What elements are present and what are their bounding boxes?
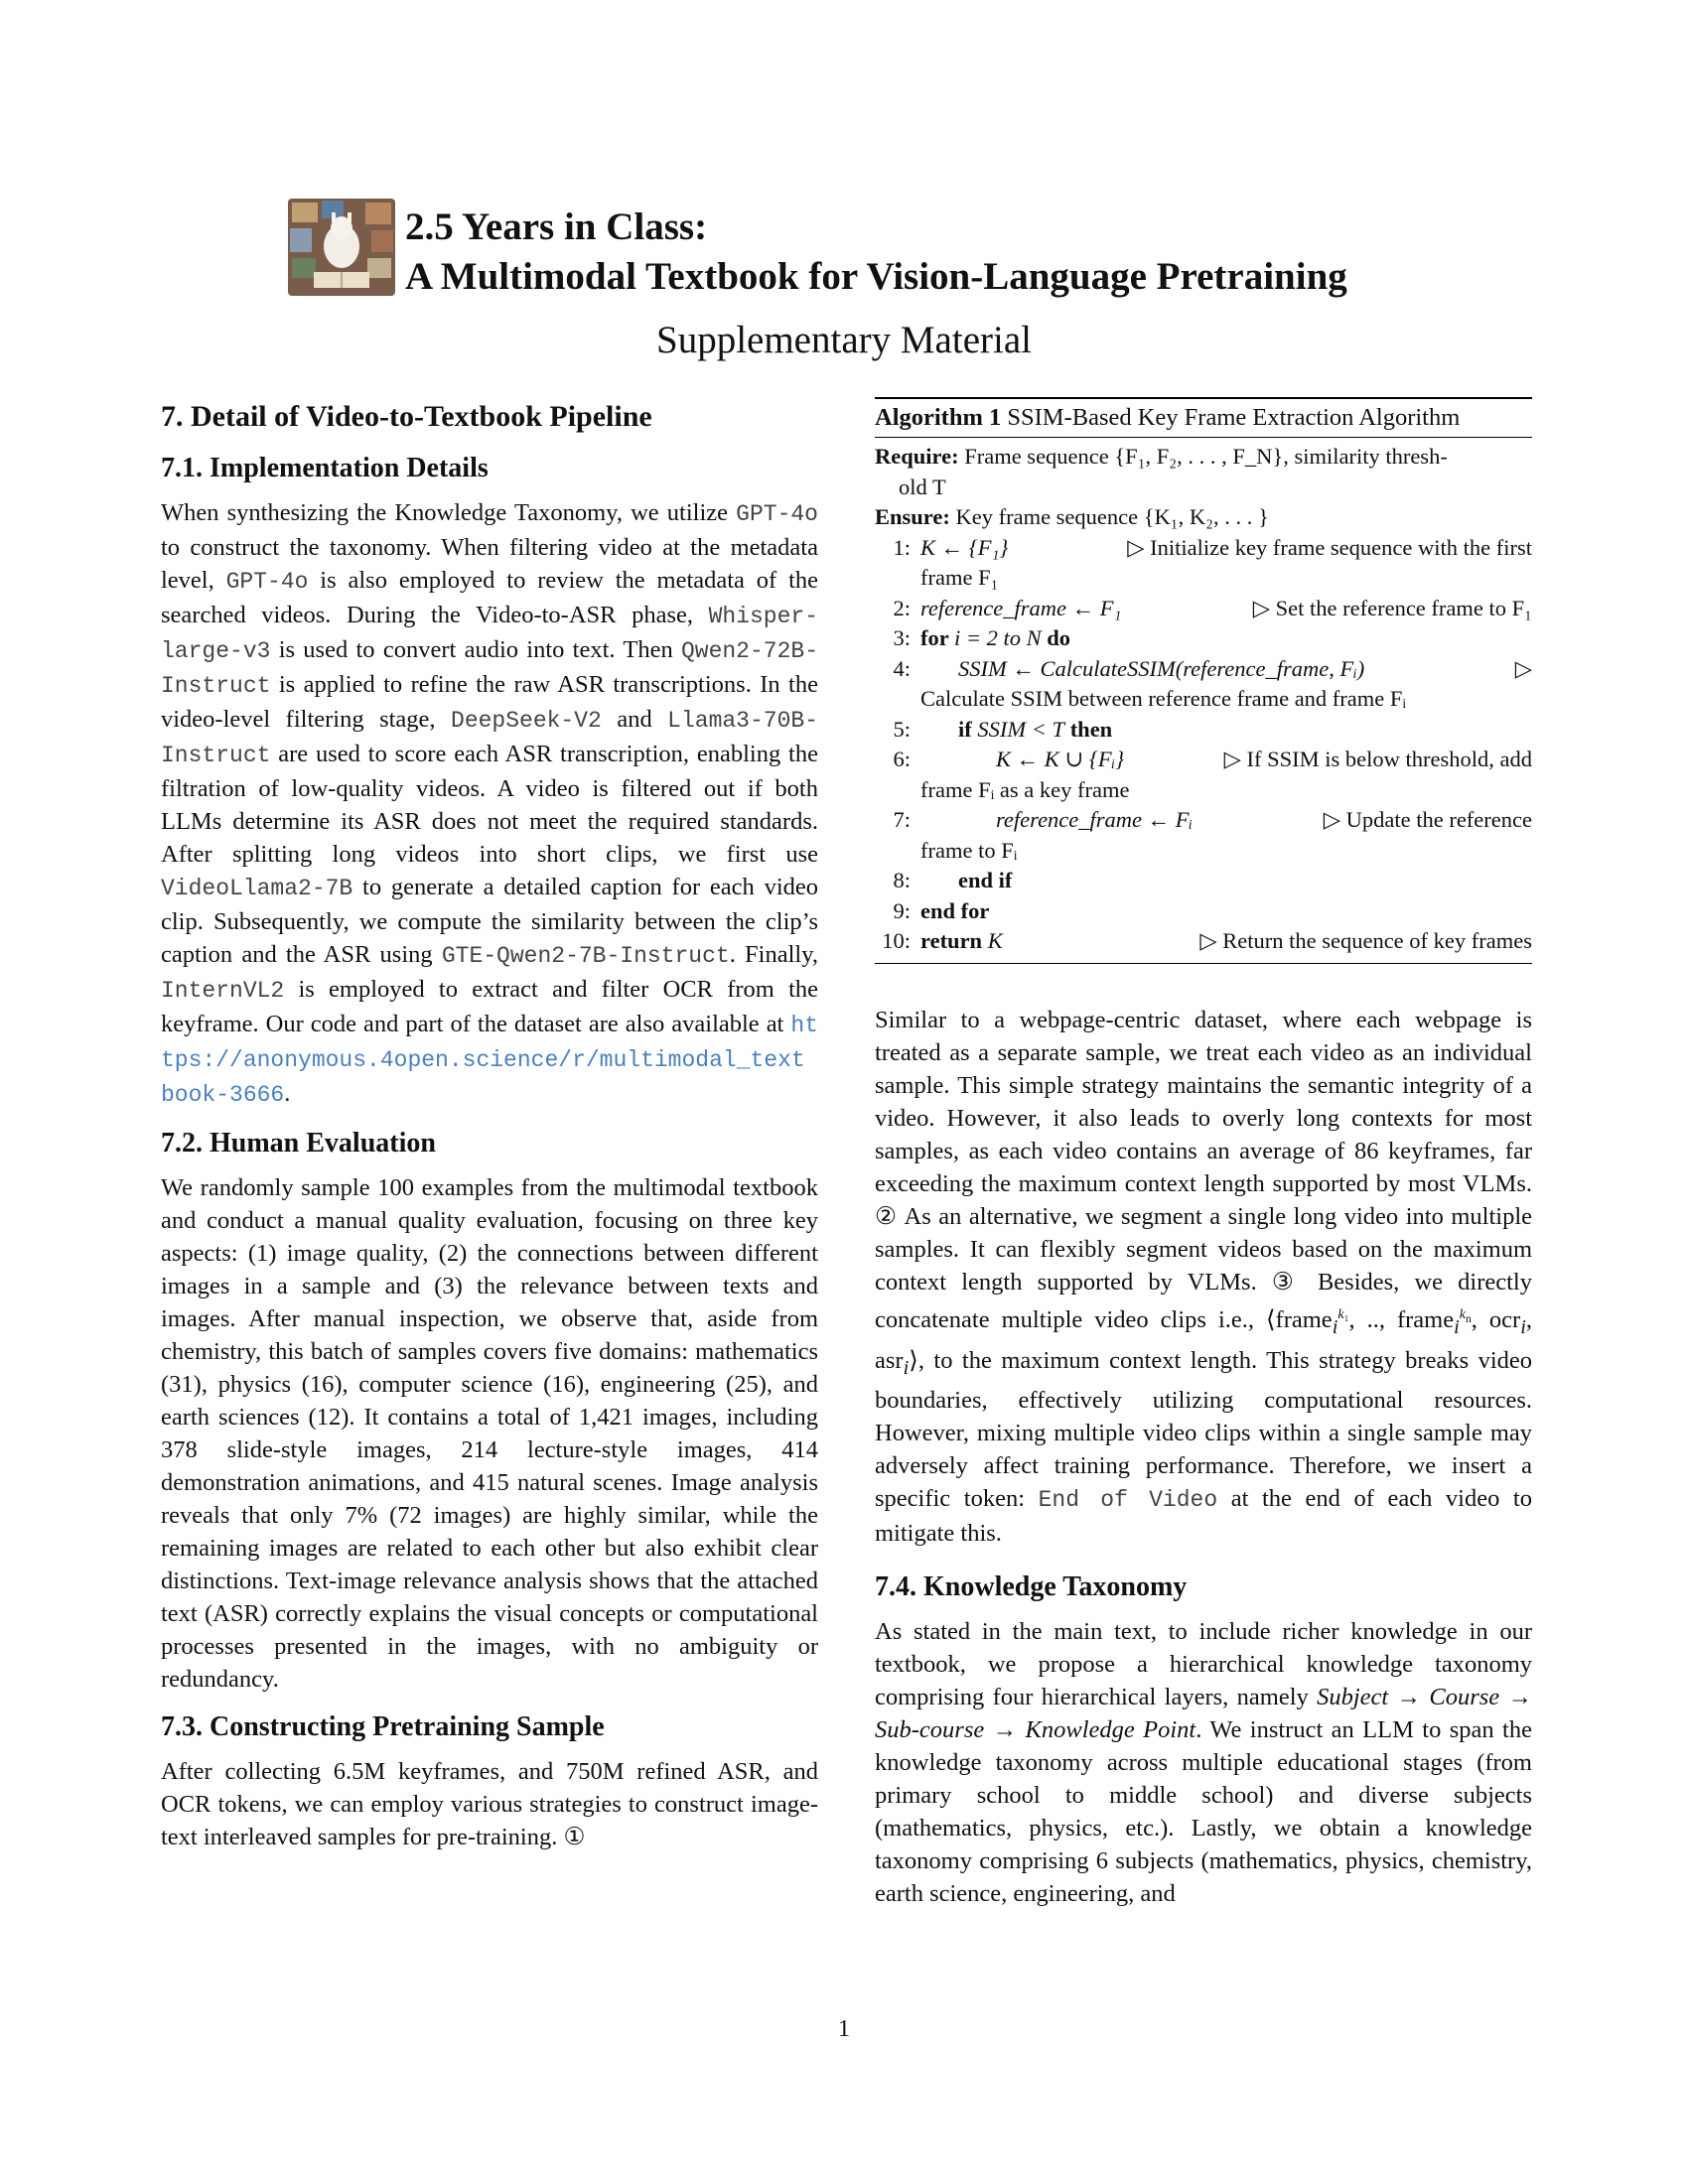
algorithm-require: Require: Frame sequence {F₁, F₂, . . . , F_N}, similarity thresh- xyxy=(875,444,1448,469)
section-7-4-heading: 7.4. Knowledge Taxonomy xyxy=(875,1571,1188,1603)
algorithm-line-comment: ▷ If SSIM is below threshold, add xyxy=(1223,747,1532,771)
algorithm-line xyxy=(875,623,1532,654)
algorithm-line-number: 1: xyxy=(893,534,911,560)
algorithm-line-code: if SSIM < T then xyxy=(958,716,1113,742)
algorithm-caption: Algorithm 1 SSIM-Based Key Frame Extraction Algorithm xyxy=(875,399,1532,438)
algorithm-line-comment: ▷ Initialize key frame sequence with the first xyxy=(1127,534,1532,560)
algorithm-line xyxy=(875,926,1532,957)
algorithm-line-comment: ▷ xyxy=(1514,655,1532,681)
section-7-3-paragraph-left: After collecting 6.5M keyframes, and 750M refined ASR, and OCR tokens, we can employ various strategies to construct image-text interleaved samples for pre-training. ① xyxy=(161,1758,818,1850)
algorithm-line-comment: ▷ Update the reference xyxy=(1323,807,1532,832)
algorithm-line-number: 2: xyxy=(893,595,911,620)
algorithm-line-code: reference_frame ← Fᵢ xyxy=(996,807,1194,832)
algorithm-line-continuation: frame Fᵢ as a key frame xyxy=(920,776,1130,802)
algorithm-line-number: 10: xyxy=(882,928,911,953)
algorithm-line-continuation: frame F₁ xyxy=(920,565,999,590)
algorithm-line-number: 3: xyxy=(893,625,911,650)
paper-subtitle: Supplementary Material xyxy=(656,319,1032,361)
algorithm-line-number: 7: xyxy=(893,807,911,832)
algorithm-line-code: reference_frame ← F₁ xyxy=(920,595,1122,620)
algorithm-line-continuation: Calculate SSIM between reference frame and frame Fᵢ xyxy=(920,686,1407,711)
paper-title-line-1: 2.5 Years in Class: xyxy=(405,205,708,248)
section-7-1-heading: 7.1. Implementation Details xyxy=(161,453,489,483)
section-7-2-paragraph: We randomly sample 100 examples from the multimodal textbook and conduct a manual quality evaluation, focusing on three key aspects: (1) image quality, (2) the connections between different images in a sample and (3) the relevance between texts and images. After manual inspection, we observe that, aside from chemistry, this batch of samples covers five domains: mathematics (31), physics (16), computer science (16), engineering (25), and earth sciences (12). It contains a total of 1,421 images, including 378 slide-style images, 214 lecture-style images, 414 demonstration animations, and 415 natural scenes. Image analysis reveals that only 7% (72 images) are highly similar, while the remaining images are related to each other but also exhibit clear distinctions. Text-image relevance analysis shows that the attached text (ASR) correctly explains the visual concepts or computational processes presented in the images, with no ambiguity or redundancy. xyxy=(161,1174,818,1693)
algorithm-line-code: K ← K ∪ {Fᵢ} xyxy=(996,747,1125,771)
algorithm-line-code: return K xyxy=(920,928,1003,953)
algorithm-line xyxy=(875,896,1532,927)
algorithm-line xyxy=(875,533,1532,594)
section-7-3-paragraph-right: Similar to a webpage-centric dataset, where each webpage is treated as a separate sample, we treat each video as an individual sample. This simple strategy maintains the semantic integrity of a video. However, it also leads to overly long contexts for most samples, as each video contains an average of 86 keyframes, far exceeding the maximum context length supported by most VLMs. ② As an alternative, we segment a single long video into multiple samples. It can flexibly segment videos based on the maximum context length supported by VLMs. ③ Besides, we directly concatenate multiple video clips i.e., ⟨frame$_i^{k_1}$, .., frame$_i^{k_n}$, ocr$_i$, asr$_i$⟩, to the maximum context length. This strategy breaks video boundaries, effectively utilizing computational resources. However, mixing multiple video clips within a single sample may adversely affect training performance. Therefore, we insert a specific token: End of Video at the end of each video to mitigate this. xyxy=(875,1006,1532,1548)
algorithm-require-cont: old T xyxy=(899,474,946,499)
algorithm-line-code: for i = 2 to N do xyxy=(920,625,1071,650)
section-7-2-heading: 7.2. Human Evaluation xyxy=(161,1128,436,1159)
algorithm-line-number: 6: xyxy=(893,747,911,771)
algorithm-line-number: 4: xyxy=(893,655,911,681)
algorithm-ensure: Ensure: Key frame sequence {K₁, K₂, . . . } xyxy=(875,504,1269,529)
algorithm-line xyxy=(875,594,1532,624)
algorithm-line-comment: ▷ Return the sequence of key frames xyxy=(1199,928,1532,953)
algorithm-box xyxy=(875,397,1532,964)
frame-tuple-expression: ⟨frame$_i^{k_1}$, .., frame$_i^{k_n}$, ocr$_i$, asr$_i$⟩ xyxy=(875,1305,1532,1379)
algorithm-line-number: 5: xyxy=(893,716,911,742)
section-7-heading: 7. Detail of Video-to-Textbook Pipeline xyxy=(161,400,652,433)
section-7-3-heading: 7.3. Constructing Pretraining Sample xyxy=(161,1711,605,1742)
algorithm-line-code: end for xyxy=(920,897,990,923)
algorithm-line xyxy=(875,654,1532,715)
page-number: 1 xyxy=(837,2015,851,2042)
section-7-4-paragraph: As stated in the main text, to include richer knowledge in our textbook, we propose a hierarchical knowledge taxonomy comprising four hierarchical layers, namely Subject → Course → Sub-course → Knowledge Point. We instruct an LLM to span the knowledge taxonomy across multiple educational stages (from primary school to middle school) and diverse subjects (mathematics, physics, etc.). Lastly, we obtain a knowledge taxonomy comprising 6 subjects (mathematics, physics, chemistry, earth science, engineering, and xyxy=(875,1618,1532,1908)
llama-logo-image xyxy=(288,199,395,296)
algorithm-line-code: end if xyxy=(958,868,1013,892)
algorithm-line-code: SSIM ← CalculateSSIM(reference_frame, Fᵢ) xyxy=(958,655,1365,681)
algorithm-line-code: K ← {F₁} xyxy=(920,534,1009,560)
algorithm-line xyxy=(875,745,1532,805)
left-column xyxy=(161,397,818,1863)
algorithm-line-comment: ▷ Set the reference frame to F₁ xyxy=(1252,595,1532,620)
section-7-1-paragraph: When synthesizing the Knowledge Taxonomy, we utilize GPT-4o to construct the taxonomy. When filtering video at the metadata level, GPT-4o is also employed to review the metadata of the searched videos. During the Video-to-ASR phase, Whisper-large-v3 is used to convert audio into text. Then Qwen2-72B-Instruct is applied to refine the raw ASR transcriptions. In the video-level filtering stage, DeepSeek-V2 and Llama3-70B-Instruct are used to score each ASR transcription, enabling the filtration of low-quality videos. A video is filtered out if both LLMs determine its ASR does not meet the required standards. After splitting long videos into short clips, we first use VideoLlama2-7B to generate a detailed caption for each video clip. Subsequently, we compute the similarity between the clip’s caption and the ASR using GTE-Qwen2-7B-Instruct. Finally, InternVL2 is employed to extract and filter OCR from the keyframe. Our code and part of the dataset are also available at https://anonymous.4open.science/r/multimodal_textbook-3666. xyxy=(161,499,818,1108)
algorithm-line xyxy=(875,715,1532,746)
algorithm-line-number: 9: xyxy=(893,897,911,923)
right-column xyxy=(875,397,1532,1920)
algorithm-line-number: 8: xyxy=(893,868,911,892)
algorithm-line xyxy=(875,805,1532,866)
algorithm-line-continuation: frame to Fᵢ xyxy=(920,837,1018,863)
algorithm-lines xyxy=(875,533,1532,957)
algorithm-line xyxy=(875,866,1532,896)
paper-title-line-2: A Multimodal Textbook for Vision-Language Pretraining xyxy=(405,255,1347,298)
code-repository-link[interactable]: https://anonymous.4open.science/r/multimodal_textbook-3666 xyxy=(161,1013,818,1108)
